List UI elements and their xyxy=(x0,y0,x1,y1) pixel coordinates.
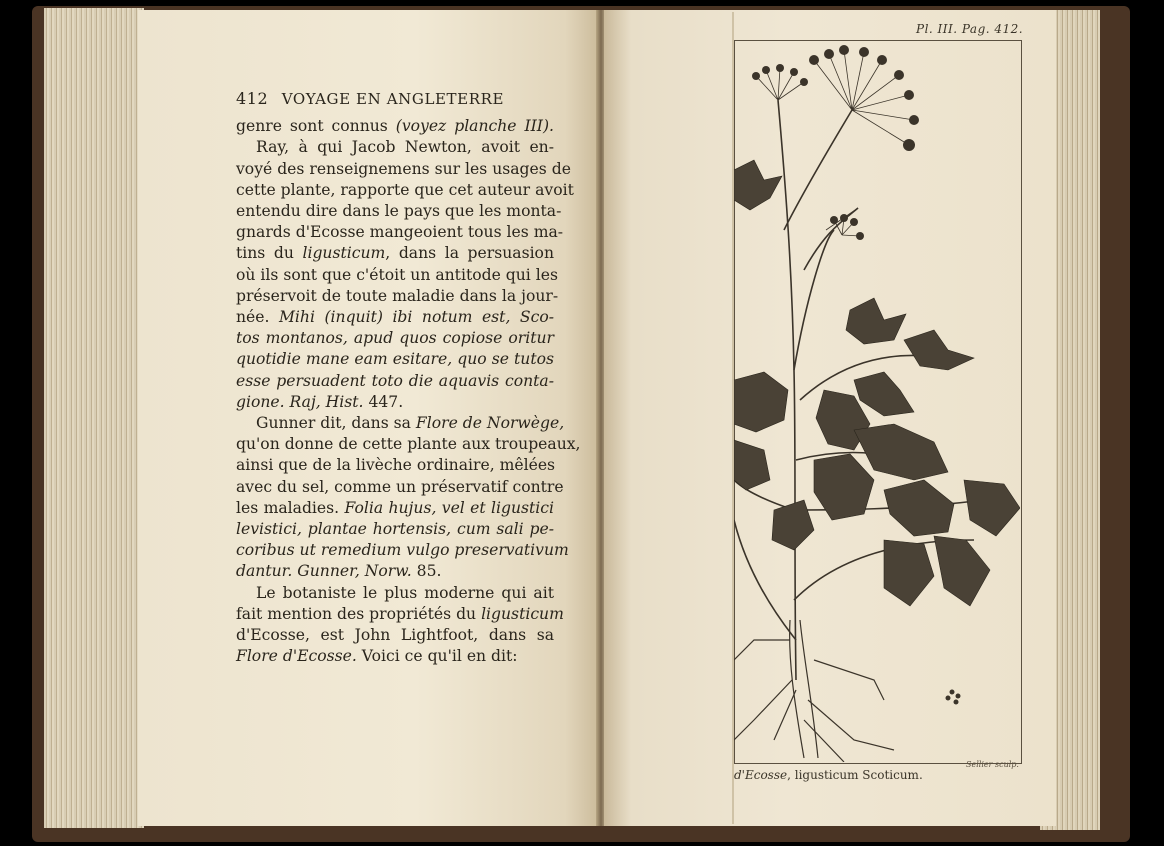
text-line xyxy=(236,646,554,667)
text-segment: 85. xyxy=(411,562,442,581)
text-segment: Voici ce qu'il en dit: xyxy=(356,647,518,666)
running-head xyxy=(236,88,554,110)
text-segment: voyé des renseignemens sur les usages de xyxy=(236,159,571,178)
text-line xyxy=(236,625,554,646)
stem-branch xyxy=(794,230,834,370)
text-segment: 447. xyxy=(363,392,404,411)
text-line xyxy=(236,307,554,328)
text-line xyxy=(236,159,571,180)
text-line xyxy=(236,413,565,434)
text-line xyxy=(236,180,574,201)
caption-italic: d'Ecosse xyxy=(734,768,788,782)
text-segment: d'Ecosse, est John Lightfoot, dans sa xyxy=(236,626,554,645)
text-line xyxy=(236,243,554,264)
text-segment: Mihi (inquit) ibi notum est, Sco- xyxy=(278,308,554,327)
text-segment: née. xyxy=(236,308,279,327)
text-segment: Gunner dit, dans sa xyxy=(256,414,416,433)
engraver-credit: Sellier sculp. xyxy=(966,760,1019,769)
text-segment: ainsi que de la livèche ordinaire, mêlées xyxy=(236,456,556,475)
text-segment: tins du xyxy=(236,244,303,263)
running-head-title: VOYAGE EN ANGLETERRE xyxy=(281,90,505,108)
text-segment: coribus ut remedium vulgo preservativum xyxy=(236,541,569,560)
caption-text: , ligusticum Scoticum. xyxy=(787,768,923,782)
text-segment: qu'on donne de cette plante aux troupeaux, xyxy=(236,435,581,454)
text-line xyxy=(236,328,554,349)
text-segment: avec du sel, comme un préservatif contre xyxy=(236,477,564,496)
text-line xyxy=(236,455,554,476)
text-segment: entendu dire dans le pays que les monta- xyxy=(236,202,562,221)
left-page-stack xyxy=(44,8,144,828)
text-segment: Flore d'Ecosse. xyxy=(236,647,357,666)
text-line xyxy=(236,265,558,286)
text-segment: fait mention des propriétés du xyxy=(236,604,482,623)
text-segment: (voyez planche III). xyxy=(395,117,554,136)
text-segment: gione. Raj, Hist. xyxy=(236,392,364,411)
text-segment: Folia hujus, vel et ligustici xyxy=(344,498,554,517)
body-text xyxy=(236,116,581,667)
text-line xyxy=(236,392,554,413)
text-segment: genre sont connus xyxy=(236,117,396,136)
text-line xyxy=(236,540,569,561)
text-segment: dantur. Gunner, Norw. xyxy=(236,562,412,581)
text-line xyxy=(236,137,554,158)
text-segment: Le botaniste le plus moderne qui ait xyxy=(256,583,554,602)
left-page-text xyxy=(236,88,581,667)
text-line xyxy=(236,371,554,392)
text-line xyxy=(236,604,564,625)
text-segment: Flore de Norwège, xyxy=(415,414,565,433)
plate-caption xyxy=(734,768,923,782)
text-line xyxy=(236,561,554,582)
text-line xyxy=(236,349,554,370)
plant-illustration xyxy=(734,40,1020,762)
text-line xyxy=(236,286,559,307)
text-segment: esse persuadent toto die aquavis conta- xyxy=(236,371,554,390)
text-line xyxy=(236,201,562,222)
text-line xyxy=(236,583,554,604)
text-line xyxy=(236,222,564,243)
text-segment: levistici, plantae hortensis, cum sali pe- xyxy=(236,520,554,539)
page-number: 412 xyxy=(236,89,269,108)
text-segment: les maladies. xyxy=(236,498,345,517)
text-segment: ligusticum xyxy=(302,244,386,263)
text-segment: où ils sont que c'étoit un antitode qui les xyxy=(236,265,558,284)
text-line xyxy=(236,498,554,519)
text-line xyxy=(236,477,564,498)
plate-reference: Pl. III. Pag. 412. xyxy=(916,22,1024,36)
text-segment: ligusticum xyxy=(481,604,564,623)
text-line xyxy=(236,519,554,540)
text-segment: tos montanos, apud quos copiose oritur xyxy=(236,329,554,348)
text-line xyxy=(236,434,581,455)
text-segment: , dans la persuasion xyxy=(385,244,554,263)
text-segment: quotidie mane eam esitare, quo se tutos xyxy=(236,350,554,369)
text-segment: Ray, à qui Jacob Newton, avoit en- xyxy=(256,138,554,157)
text-segment: préservoit de toute maladie dans la jour- xyxy=(236,286,559,305)
text-segment: cette plante, rapporte que cet auteur avoit xyxy=(236,180,574,199)
text-segment: gnards d'Ecosse mangeoient tous les ma- xyxy=(236,223,564,242)
text-line xyxy=(236,116,554,137)
